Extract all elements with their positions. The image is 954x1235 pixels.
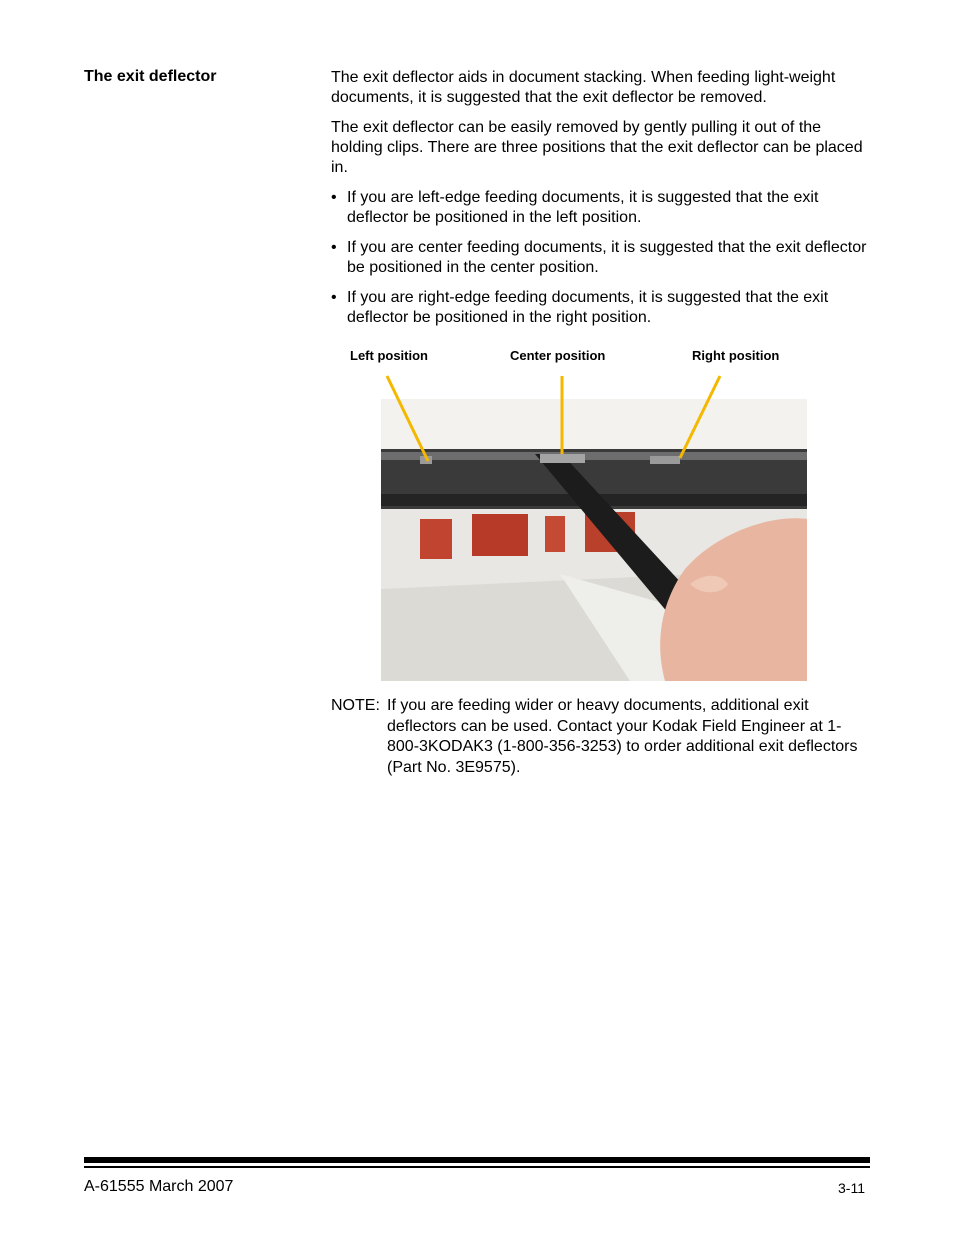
footer-rule-thin: [84, 1166, 870, 1168]
list-item: [331, 288, 876, 328]
right-position-label: Right position: [692, 348, 780, 363]
bullet-glyph: •: [331, 289, 337, 306]
roller: [545, 516, 565, 552]
note-text: If you are feeding wider or heavy documents, additional exit deflectors can be used. Contact your Kodak Field Engineer at 1-800-3KODAK3 (1-800-356-3253) to order additional exit deflectors (Part No. 3E9575).: [387, 697, 858, 776]
list-item-text: If you are left-edge feeding documents, it is suggested that the exit deflector be positioned in the left position.: [347, 189, 819, 226]
holding-clip: [540, 454, 585, 463]
roller: [420, 519, 452, 559]
bullet-glyph: •: [331, 239, 337, 256]
center-position-label: Center position: [510, 348, 606, 363]
exit-deflector-figure: [330, 344, 830, 684]
intro-paragraph: The exit deflector aids in document stacking. When feeding light-weight documents, it is suggested that the exit deflector be removed.: [331, 69, 836, 106]
list-item: [331, 238, 876, 278]
roller: [472, 514, 528, 556]
list-item-text: If you are right-edge feeding documents, it is suggested that the exit deflector be positioned in the right position.: [347, 289, 829, 326]
scanner-top-cover: [381, 399, 807, 449]
bullet-glyph: •: [331, 189, 337, 206]
deflector-rail: [381, 452, 807, 460]
deflector-photo: [330, 344, 830, 684]
list-item-text: If you are center feeding documents, it is suggested that the exit deflector be positioned in the center position.: [347, 239, 867, 276]
list-item: [331, 188, 876, 228]
footer-rule: [84, 1157, 870, 1163]
note-tag: NOTE:: [331, 697, 380, 714]
note-block: [331, 696, 871, 778]
footer-doc-id: A-61555 March 2007: [84, 1178, 234, 1195]
position-list: [331, 188, 876, 328]
body-column: [331, 68, 876, 338]
section-heading: The exit deflector: [84, 68, 217, 85]
holding-clip: [650, 456, 680, 464]
left-position-label: Left position: [350, 348, 428, 363]
removal-paragraph: The exit deflector can be easily removed by gently pulling it out of the holding clips. There are three positions that the exit deflector can be placed in.: [331, 119, 863, 176]
page-number: 3-11: [838, 1180, 865, 1196]
